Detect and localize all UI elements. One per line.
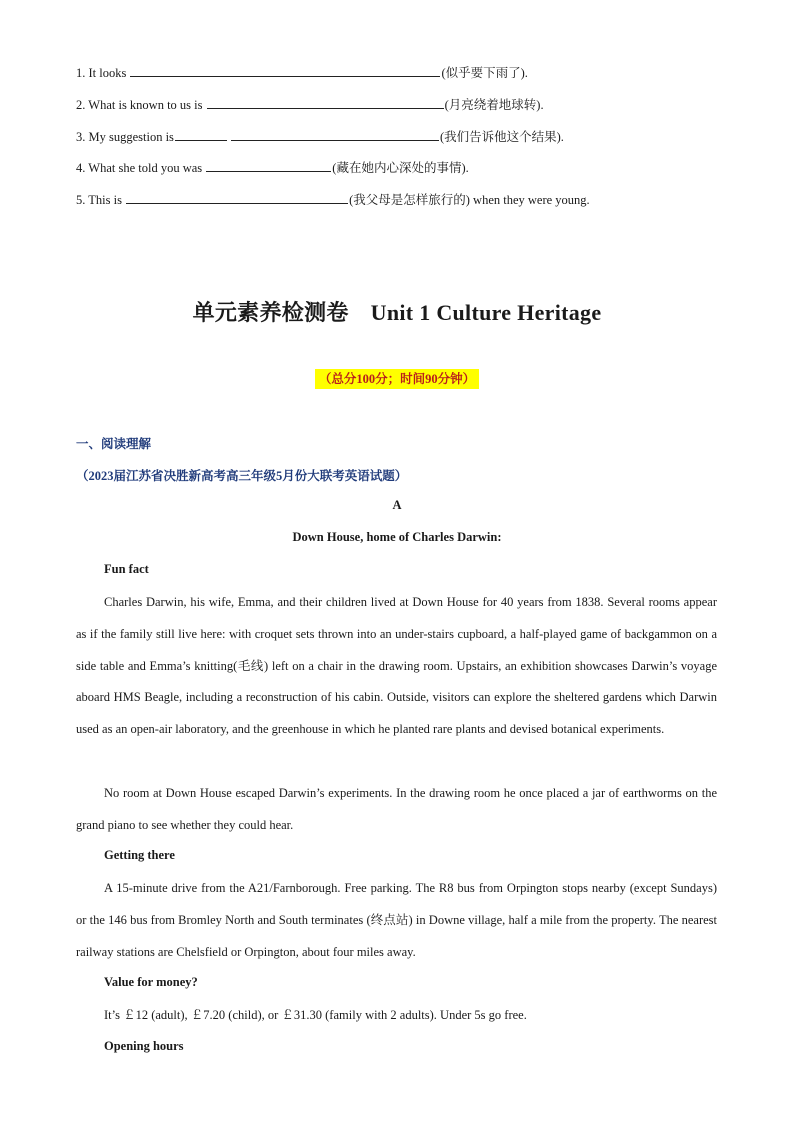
fill-item xyxy=(76,157,736,189)
passage-letter: A xyxy=(392,498,402,512)
fill-item xyxy=(76,189,736,221)
answer-blank[interactable] xyxy=(207,94,444,109)
fill-item-prefix: 3. My suggestion is xyxy=(76,129,174,144)
answer-blank[interactable] xyxy=(130,62,440,77)
fill-item-suffix: (我父母是怎样旅行的) when they were young. xyxy=(349,193,590,208)
fill-item-suffix: (似乎要下雨了). xyxy=(441,66,528,80)
fill-item-suffix: (月亮绕着地球转). xyxy=(444,97,544,112)
title-chinese: 单元素养检测卷 xyxy=(192,300,349,325)
passage-title: Down House, home of Charles Darwin: xyxy=(292,530,502,544)
heading-opening-hours: Opening hours xyxy=(104,1039,184,1053)
answer-blank[interactable] xyxy=(231,126,439,141)
fill-item xyxy=(76,94,736,126)
paragraph: A 15-minute drive from the A21/Farnborough. Free parking. The R8 bus from Orpington stops nearby (except Sundays) or the 146 bus from Bromley North and South terminates (终点站) in Downe village, half a mile from the property. The nearest railway stations are Chelsfield or Orpington, about four miles away. xyxy=(76,881,717,959)
score-note: （总分100分；时间90分钟） xyxy=(315,369,479,389)
heading-value: Value for money? xyxy=(104,975,198,989)
heading-fun-fact: Fun fact xyxy=(104,562,149,576)
heading-getting-there: Getting there xyxy=(104,848,175,862)
title-english: Unit 1 Culture Heritage xyxy=(370,300,602,325)
paragraph: No room at Down House escaped Darwin’s experiments. In the drawing room he once placed a jar of earthworms on the grand piano to see whether they could hear. xyxy=(76,786,717,832)
answer-blank[interactable] xyxy=(175,126,227,141)
fill-in-questions xyxy=(76,62,736,221)
paragraph: Charles Darwin, his wife, Emma, and their children lived at Down House for 40 years from 1838. Several rooms appear as if the family still live here: with croquet sets thrown into an under-stairs cupboard, a half-played game of backgammon on a side table and Emma’s knitting(毛线) left on a chair in the drawing room. Upstairs, an exhibition showcases Darwin’s voyage aboard HMS Beagle, including a reconstruction of his cabin. Outside, visitors can explore the sheltered gardens which Darwin used as an open-air laboratory, and the greenhouse in which he planted rare plants and devised botanical experiments. xyxy=(76,595,717,737)
answer-blank[interactable] xyxy=(126,189,348,204)
page-title xyxy=(0,296,794,327)
fill-item-prefix: 1. It looks xyxy=(76,66,130,80)
fill-item-suffix: (我们告诉他这个结果). xyxy=(439,129,564,144)
fill-item-prefix: 4. What she told you was xyxy=(76,161,206,176)
section-heading: 一、阅读理解 xyxy=(76,437,152,451)
paragraph: It’s ￡12 (adult), ￡7.20 (child), or ￡31.30 (family with 2 adults). Under 5s go free. xyxy=(104,1008,527,1022)
answer-blank[interactable] xyxy=(206,157,331,172)
fill-item xyxy=(76,126,736,158)
fill-item-suffix: (藏在她内心深处的事情). xyxy=(332,161,469,176)
score-note-wrap xyxy=(0,369,794,389)
fill-item-prefix: 5. This is xyxy=(76,193,126,208)
fill-item xyxy=(76,62,736,94)
source-note: （2023届江苏省决胜新高考高三年级5月份大联考英语试题） xyxy=(76,469,408,483)
fill-item-prefix: 2. What is known to us is xyxy=(76,97,206,112)
